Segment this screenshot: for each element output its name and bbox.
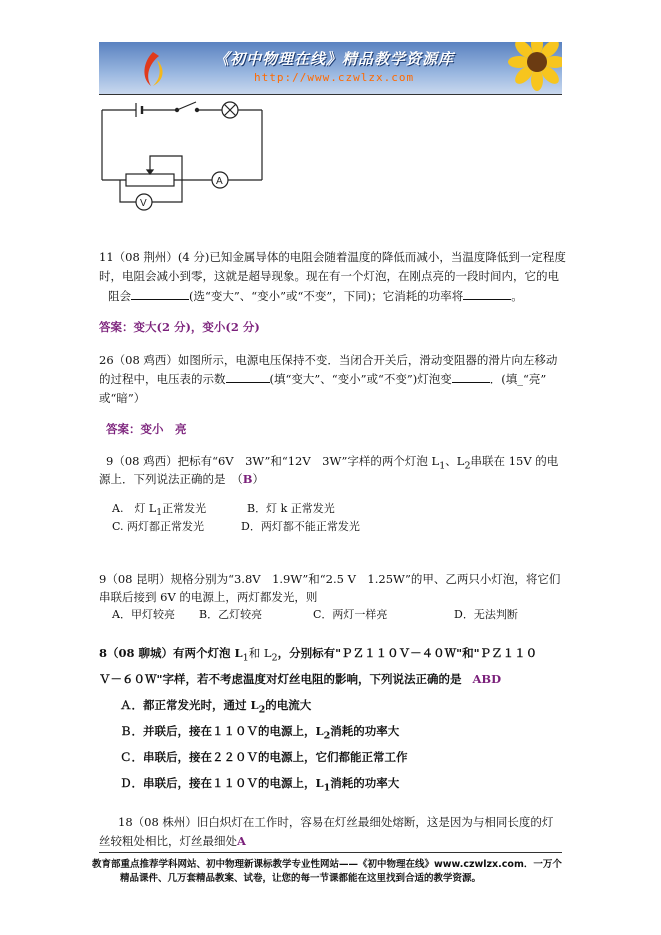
q18-answer: A: [237, 834, 246, 848]
q9a-text: 、L: [445, 454, 465, 468]
option-text: 消耗的功率大: [330, 776, 400, 790]
q26-text: ．(填_“亮”: [489, 372, 547, 386]
wire: [120, 180, 136, 202]
switch-blade: [177, 102, 196, 110]
footer-divider: [99, 852, 562, 853]
subscript: 2: [258, 704, 266, 716]
answer-blank: [452, 370, 490, 383]
q9a-text: 源上．下列说法正确的是 （: [99, 472, 243, 486]
rheostat-slider-wire: [150, 156, 182, 180]
q8-option-c: Ｃ．串联后，接在２２０Ｖ的电源上，它们都能正常工作: [120, 750, 408, 764]
q9a-answer: B: [242, 472, 253, 486]
subscript: 1: [439, 460, 446, 472]
q26-answer: 答案：变小 亮: [106, 422, 187, 436]
option-text: A. 灯 L: [112, 502, 157, 515]
q9b-option-c: C．两灯一样亮: [313, 608, 388, 621]
option-text: 的电流大: [265, 698, 312, 712]
subscript: 2: [271, 652, 278, 664]
q26-line1: 26（08 鸡西）如图所示，电源电压保持不变．当闭合开关后，滑动变阻器的滑片向左移动: [99, 353, 558, 367]
q9a-line2: [99, 469, 264, 489]
q8-option-b: [120, 721, 399, 746]
rheostat-body: [126, 174, 174, 186]
q8-option-d: [120, 773, 399, 798]
q8-line2: [99, 669, 501, 689]
q11-text: 阻会: [108, 289, 131, 303]
footer-line1: 教育部重点推荐学科网站、初中物理新课标教学专业性网站——《初中物理在线》www.czwlzx.com．一万个: [92, 859, 562, 870]
q8-answer: ABD: [472, 672, 502, 686]
banner-title: 《初中物理在线》精品教学资源库: [214, 50, 455, 68]
q26-line3: 或“暗”）: [99, 391, 146, 405]
q8-line1: [99, 643, 537, 668]
q26-line2: [99, 369, 546, 389]
q8-text: ，分别标有"ＰＺ１１０Ｖ－４０Ｗ"和"ＰＺ１１０: [277, 646, 538, 660]
option-text: Ｂ．并联后，接在１１０Ｖ的电源上，L: [120, 724, 324, 738]
ammeter-symbol: A: [216, 176, 223, 187]
rheostat-slider-arrow: [147, 170, 153, 174]
subscript: 2: [323, 730, 331, 742]
q26-text: 的过程中，电压表的示数: [99, 372, 226, 386]
q18-text: 丝较粗处相比，灯丝最细处: [99, 834, 237, 848]
q11-line3: [108, 286, 523, 306]
voltmeter-symbol: V: [140, 198, 147, 209]
sunflower-icon: [499, 42, 562, 95]
q26-text: (填“变大”、“变小”或“不变”)灯泡变: [269, 372, 452, 386]
subscript: 1: [242, 652, 249, 664]
option-text: Ｄ．串联后，接在１１０Ｖ的电源上，L: [120, 776, 324, 790]
q9b-line1: 9（08 昆明）规格分别为“3.8V 1.9W”和“2.5 V 1.25W”的甲、乙两只小灯泡，将它们: [99, 572, 561, 586]
q9b-option-a: A．甲灯较亮: [112, 608, 175, 621]
answer-blank: [463, 287, 511, 300]
q8-option-a: [120, 695, 311, 720]
q9a-option-d: D．两灯都不能正常发光: [241, 520, 360, 533]
q18-line1: 18（08 株州）旧白炽灯在工作时，容易在灯丝最细处熔断，这是因为与相同长度的灯: [118, 815, 554, 829]
q11-line1: 11（08 荆州）(4 分)已知金属导体的电阻会随着温度的降低而减小，当温度降低到一定程度: [99, 250, 566, 264]
circuit-diagram: [96, 96, 268, 212]
q8-text: 和 L: [248, 646, 272, 660]
answer-blank: [131, 287, 189, 300]
option-text: 消耗的功率大: [330, 724, 400, 738]
header-banner: [99, 42, 562, 95]
subscript: 2: [464, 460, 471, 472]
answer-blank: [226, 370, 270, 383]
q9a-text: 串联在 15V 的电: [470, 454, 559, 468]
q11-line2: 时，电阻会减小到零，这就是超导现象。现在有一个灯泡，在刚点亮的一段时间内，它的电: [99, 269, 559, 283]
q8-text: 8（08 聊城）有两个灯泡 L: [99, 646, 243, 660]
q8-text: Ｖ－６０Ｗ"字样，若不考虑温度对灯丝电阻的影响，下列说法正确的是: [99, 672, 462, 686]
banner-url[interactable]: http://www.czwlzx.com: [254, 71, 415, 84]
q9a-option-b: B．灯 k 正常发光: [247, 502, 335, 515]
option-text: Ａ．都正常发光时，通过 L: [120, 698, 259, 712]
q11-answer: 答案：变大(2 分)，变小(2 分): [99, 320, 260, 334]
wire: [152, 180, 182, 202]
q9a-text: 9（08 鸡西）把标有“6V 3W”和“12V 3W”字样的两个灯泡 L: [106, 454, 440, 468]
q18-line2: [99, 831, 246, 851]
q9a-option-c: C. 两灯都正常发光: [112, 520, 205, 533]
site-logo-icon: [135, 50, 171, 88]
q9b-option-b: B．乙灯较亮: [199, 608, 263, 621]
q11-text: (选“变大”、“变小”或“不变”，下同)；它消耗的功率将: [189, 289, 464, 303]
q11-text: 。: [511, 289, 523, 303]
q9b-option-d: D．无法判断: [454, 608, 518, 621]
subscript: 1: [323, 782, 331, 794]
subscript: 1: [156, 507, 163, 519]
q9b-line2: 串联后接到 6V 的电源上，两灯都发光，则: [99, 590, 318, 604]
footer-line2: 精品课件、几万套精品教案、试卷，让您的每一节课都能在这里找到合适的教学资源。: [120, 873, 482, 884]
option-text: 正常发光: [162, 502, 207, 515]
q9a-text: ）: [252, 472, 264, 486]
